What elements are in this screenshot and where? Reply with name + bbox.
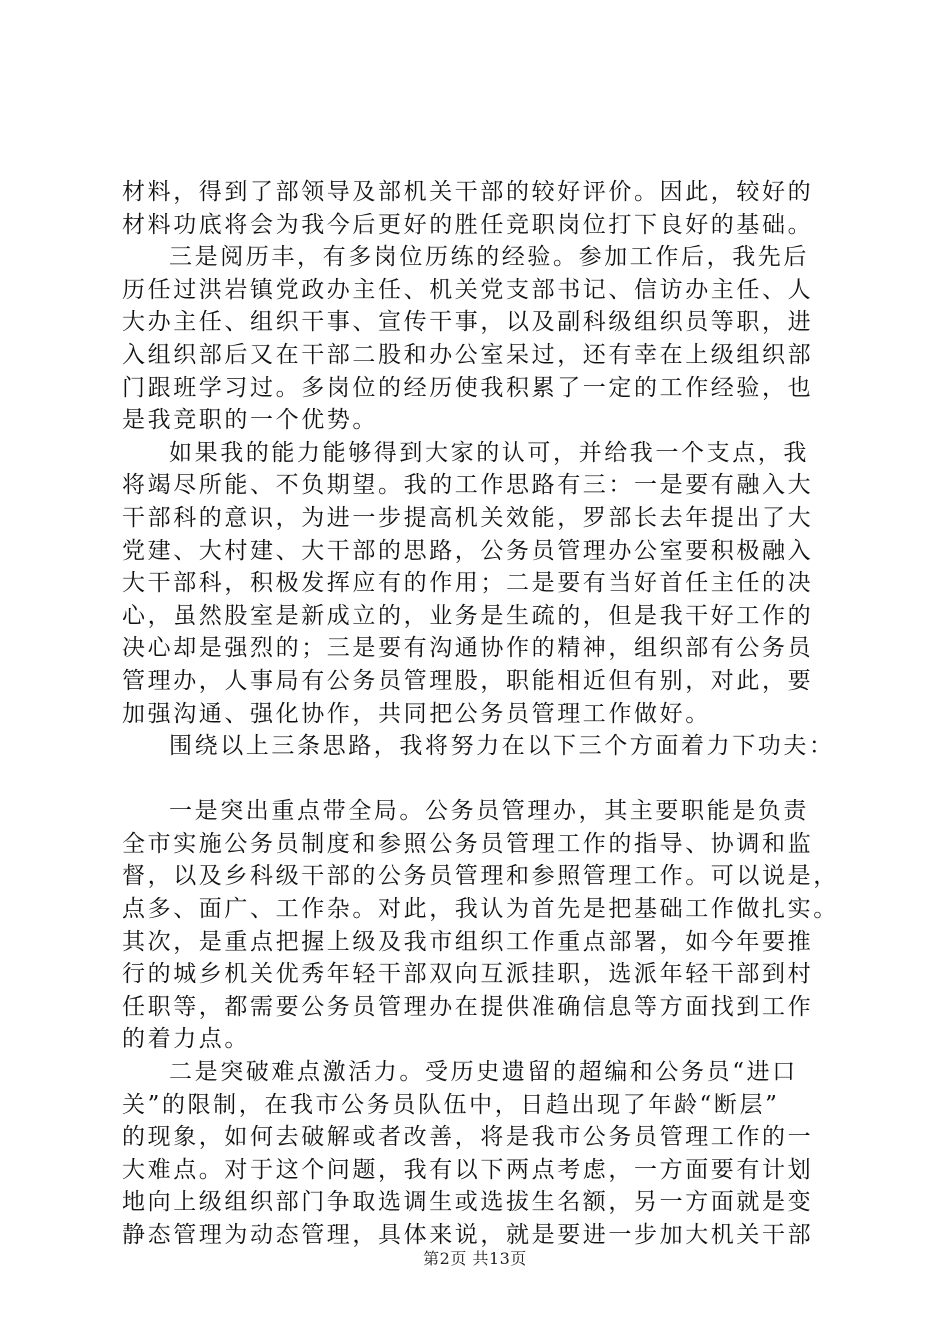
document-body — [122, 176, 839, 1252]
text-line: 大办主任、组织干事、宣传干事，以及副科级组织员等职，进 — [122, 309, 814, 336]
paragraph-start-line: 三是阅历丰，有多岗位历练的经验。参加工作后，我先后 — [169, 244, 809, 271]
text-line: 党建、大村建、大干部的思路，公务员管理办公室要积极融入 — [122, 537, 814, 564]
text-line: 点多、面广、工作杂。对此，我认为首先是把基础工作做扎实。 — [122, 896, 839, 923]
text-line: 关”的限制，在我市公务员队伍中，日趋出现了年龄“断层” — [122, 1091, 780, 1118]
text-line: 其次，是重点把握上级及我市组织工作重点部署，如今年要推 — [122, 928, 814, 955]
text-line: 门跟班学习过。多岗位的经历使我积累了一定的工作经验，也 — [122, 374, 814, 401]
text-line: 的着力点。 — [122, 1026, 250, 1053]
text-line: 历任过洪岩镇党政办主任、机关党支部书记、信访办主任、人 — [122, 276, 814, 303]
text-line: 大难点。对于这个问题，我有以下两点考虑，一方面要有计划 — [122, 1156, 814, 1183]
paragraph-start-line: 一是突出重点带全局。公务员管理办，其主要职能是负责 — [169, 798, 809, 825]
text-line: 将竭尽所能、不负期望。我的工作思路有三：一是要有融入大 — [122, 472, 814, 499]
text-line: 督，以及乡科级干部的公务员管理和参照管理工作。可以说是， — [122, 863, 839, 890]
paragraph-start-line: 二是突破难点激活力。受历史遗留的超编和公务员“进口 — [169, 1059, 798, 1086]
text-line: 心，虽然股室是新成立的，业务是生疏的，但是我干好工作的 — [122, 602, 814, 629]
text-line: 大干部科，积极发挥应有的作用；二是要有当好首任主任的决 — [122, 570, 814, 597]
text-line: 是我竞职的一个优势。 — [122, 407, 378, 434]
text-line: 任职等，都需要公务员管理办在提供准确信息等方面找到工作 — [122, 993, 814, 1020]
paragraph-start-line: 如果我的能力能够得到大家的认可，并给我一个支点，我 — [169, 439, 809, 466]
text-line: 决心却是强烈的；三是要有沟通协作的精神，组织部有公务员 — [122, 635, 814, 662]
text-line: 干部科的意识，为进一步提高机关效能，罗部长去年提出了大 — [122, 504, 814, 531]
text-line: 地向上级组织部门争取选调生或选拔生名额，另一方面就是变 — [122, 1189, 814, 1216]
text-line: 加强沟通、强化协作，共同把公务员管理工作做好。 — [122, 700, 711, 727]
text-line: 材料功底将会为我今后更好的胜任竞职岗位打下良好的基础。 — [122, 211, 814, 238]
text-line: 入组织部后又在干部二股和办公室呆过，还有幸在上级组织部 — [122, 341, 814, 368]
text-line: 的现象，如何去破解或者改善，将是我市公务员管理工作的一 — [122, 1124, 814, 1151]
paragraph-start-line: 围绕以上三条思路，我将努力在以下三个方面着力下功夫： — [169, 733, 835, 760]
text-line: 行的城乡机关优秀年轻干部双向互派挂职，选派年轻干部到村 — [122, 961, 814, 988]
blank-line — [122, 763, 830, 796]
text-line: 材料，得到了部领导及部机关干部的较好评价。因此，较好的 — [122, 179, 814, 205]
text-line: 全市实施公务员制度和参照公务员管理工作的指导、协调和监 — [122, 830, 814, 857]
text-line: 静态管理为动态管理，具体来说，就是要进一步加大机关干部 — [122, 1222, 814, 1248]
page-number-footer: 第2页 共13页 — [423, 1249, 527, 1268]
text-line: 管理办，人事局有公务员管理股，职能相近但有别，对此，要 — [122, 667, 814, 694]
